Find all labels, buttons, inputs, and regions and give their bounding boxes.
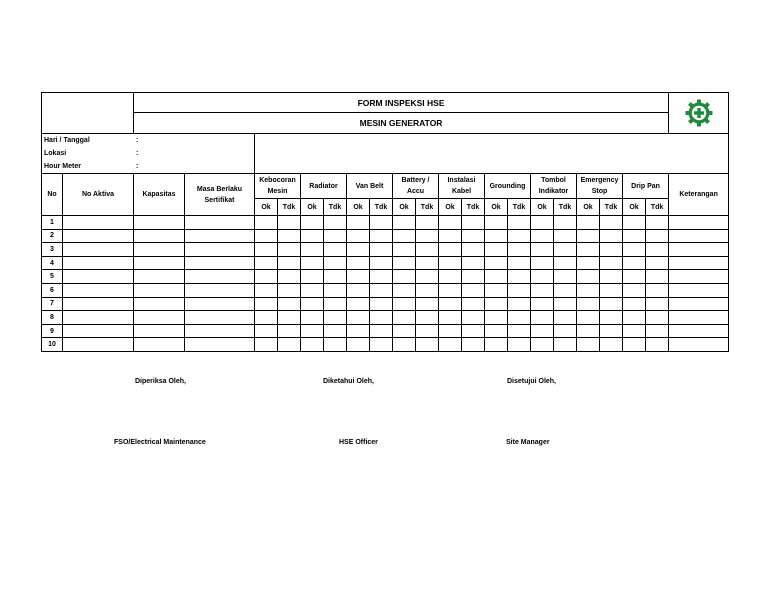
known-by-label: Diketahui Oleh, <box>323 378 374 385</box>
table-cell[interactable] <box>646 283 669 297</box>
table-cell[interactable] <box>255 270 278 284</box>
table-cell[interactable] <box>347 270 370 284</box>
table-cell[interactable] <box>134 256 185 270</box>
tdk-subheader: Tdk <box>554 199 577 216</box>
table-cell[interactable] <box>554 324 577 338</box>
table-cell[interactable] <box>185 229 255 243</box>
row-number: 3 <box>42 243 63 257</box>
row-number: 5 <box>42 270 63 284</box>
table-cell[interactable] <box>301 338 324 352</box>
location-colon: : <box>136 150 139 157</box>
table-cell[interactable] <box>324 256 347 270</box>
table-cell[interactable] <box>439 311 462 325</box>
table-cell[interactable] <box>134 229 185 243</box>
tdk-subheader: Tdk <box>370 199 393 216</box>
table-cell[interactable] <box>439 256 462 270</box>
table-cell[interactable] <box>278 311 301 325</box>
table-cell[interactable] <box>623 324 646 338</box>
table-cell[interactable] <box>554 311 577 325</box>
table-cell[interactable] <box>63 297 134 311</box>
table-cell[interactable] <box>393 243 416 257</box>
table-cell[interactable] <box>255 324 278 338</box>
ok-subheader: Ok <box>623 199 646 216</box>
col-no: No <box>42 174 63 216</box>
table-cell[interactable] <box>669 338 729 352</box>
table-cell[interactable] <box>485 338 508 352</box>
table-row <box>42 283 729 297</box>
table-cell[interactable] <box>63 338 134 352</box>
table-row <box>42 338 729 352</box>
tdk-subheader: Tdk <box>508 199 531 216</box>
table-cell[interactable] <box>370 256 393 270</box>
table-cell[interactable] <box>278 229 301 243</box>
table-cell[interactable] <box>370 324 393 338</box>
table-cell[interactable] <box>185 283 255 297</box>
table-cell[interactable] <box>134 297 185 311</box>
table-cell[interactable] <box>439 338 462 352</box>
table-cell[interactable] <box>600 270 623 284</box>
table-cell[interactable] <box>508 297 531 311</box>
table-cell[interactable] <box>508 256 531 270</box>
table-row <box>42 297 729 311</box>
table-cell[interactable] <box>185 216 255 230</box>
table-row <box>42 216 729 230</box>
table-cell[interactable] <box>554 270 577 284</box>
table-cell[interactable] <box>646 338 669 352</box>
table-cell[interactable] <box>531 216 554 230</box>
table-cell[interactable] <box>324 216 347 230</box>
table-cell[interactable] <box>278 216 301 230</box>
tdk-subheader: Tdk <box>278 199 301 216</box>
row-number: 9 <box>42 324 63 338</box>
table-cell[interactable] <box>462 270 485 284</box>
table-cell[interactable] <box>531 324 554 338</box>
table-cell[interactable] <box>393 324 416 338</box>
table-cell[interactable] <box>577 283 600 297</box>
ok-subheader: Ok <box>347 199 370 216</box>
table-cell[interactable] <box>278 243 301 257</box>
table-cell[interactable] <box>185 243 255 257</box>
table-cell[interactable] <box>646 270 669 284</box>
tdk-subheader: Tdk <box>600 199 623 216</box>
table-cell[interactable] <box>531 283 554 297</box>
info-hour-meter-label <box>42 160 255 174</box>
table-cell[interactable] <box>623 283 646 297</box>
table-cell[interactable] <box>577 216 600 230</box>
table-cell[interactable] <box>370 283 393 297</box>
table-cell[interactable] <box>416 229 439 243</box>
table-cell[interactable] <box>347 283 370 297</box>
table-cell[interactable] <box>577 338 600 352</box>
table-cell[interactable] <box>185 338 255 352</box>
table-cell[interactable] <box>416 311 439 325</box>
table-cell[interactable] <box>669 283 729 297</box>
table-cell[interactable] <box>347 216 370 230</box>
table-cell[interactable] <box>462 243 485 257</box>
table-cell[interactable] <box>462 283 485 297</box>
table-cell[interactable] <box>508 229 531 243</box>
table-cell[interactable] <box>370 243 393 257</box>
table-cell[interactable] <box>623 338 646 352</box>
table-cell[interactable] <box>485 256 508 270</box>
form-title: FORM INSPEKSI HSE <box>134 93 669 113</box>
table-cell[interactable] <box>301 324 324 338</box>
table-cell[interactable] <box>531 297 554 311</box>
table-row <box>42 270 729 284</box>
table-cell[interactable] <box>669 216 729 230</box>
col-check-battery: Battery / Accu <box>393 174 439 199</box>
ok-subheader: Ok <box>577 199 600 216</box>
day-date-text: Hari / Tanggal <box>44 137 90 144</box>
info-hour-meter-value[interactable] <box>255 160 729 174</box>
table-cell[interactable] <box>301 243 324 257</box>
table-cell[interactable] <box>347 338 370 352</box>
table-cell[interactable] <box>600 283 623 297</box>
table-cell[interactable] <box>255 243 278 257</box>
table-cell[interactable] <box>416 256 439 270</box>
table-cell[interactable] <box>63 216 134 230</box>
table-cell[interactable] <box>485 297 508 311</box>
table-cell[interactable] <box>278 297 301 311</box>
table-cell[interactable] <box>623 229 646 243</box>
table-cell[interactable] <box>531 229 554 243</box>
table-cell[interactable] <box>577 270 600 284</box>
table-cell[interactable] <box>324 297 347 311</box>
table-cell[interactable] <box>393 338 416 352</box>
table-cell[interactable] <box>623 270 646 284</box>
row-number: 10 <box>42 338 63 352</box>
table-cell[interactable] <box>301 216 324 230</box>
info-day-date-value[interactable] <box>255 134 729 148</box>
col-check-emergency: Emergency Stop <box>577 174 623 199</box>
table-cell[interactable] <box>255 297 278 311</box>
table-cell[interactable] <box>462 311 485 325</box>
table-cell[interactable] <box>462 216 485 230</box>
table-cell[interactable] <box>577 324 600 338</box>
table-cell[interactable] <box>185 311 255 325</box>
table-cell[interactable] <box>508 324 531 338</box>
table-cell[interactable] <box>508 270 531 284</box>
table-cell[interactable] <box>669 297 729 311</box>
table-cell[interactable] <box>623 297 646 311</box>
table-cell[interactable] <box>63 324 134 338</box>
table-cell[interactable] <box>324 324 347 338</box>
tdk-subheader: Tdk <box>324 199 347 216</box>
table-cell[interactable] <box>439 283 462 297</box>
table-cell[interactable] <box>646 229 669 243</box>
inspection-table <box>41 92 729 352</box>
table-cell[interactable] <box>255 338 278 352</box>
table-cell[interactable] <box>577 256 600 270</box>
table-cell[interactable] <box>185 297 255 311</box>
table-cell[interactable] <box>623 311 646 325</box>
table-cell[interactable] <box>255 311 278 325</box>
table-cell[interactable] <box>485 283 508 297</box>
table-cell[interactable] <box>393 256 416 270</box>
hour-meter-text: Hour Meter <box>44 163 81 170</box>
table-cell[interactable] <box>301 229 324 243</box>
role-site-manager: Site Manager <box>506 439 550 446</box>
table-cell[interactable] <box>646 324 669 338</box>
table-cell[interactable] <box>554 216 577 230</box>
table-cell[interactable] <box>439 229 462 243</box>
table-cell[interactable] <box>301 297 324 311</box>
table-cell[interactable] <box>255 256 278 270</box>
table-row <box>42 311 729 325</box>
table-cell[interactable] <box>646 256 669 270</box>
table-cell[interactable] <box>554 283 577 297</box>
table-cell[interactable] <box>462 338 485 352</box>
info-location-label <box>42 147 255 160</box>
info-day-date-label <box>42 134 255 148</box>
table-cell[interactable] <box>278 256 301 270</box>
table-cell[interactable] <box>63 229 134 243</box>
table-cell[interactable] <box>324 229 347 243</box>
col-check-cable: Instalasi Kabel <box>439 174 485 199</box>
table-cell[interactable] <box>646 243 669 257</box>
table-cell[interactable] <box>416 297 439 311</box>
table-cell[interactable] <box>134 338 185 352</box>
tdk-subheader: Tdk <box>646 199 669 216</box>
inspection-form <box>41 92 725 352</box>
table-cell[interactable] <box>370 338 393 352</box>
ok-subheader: Ok <box>301 199 324 216</box>
row-number: 8 <box>42 311 63 325</box>
table-cell[interactable] <box>462 297 485 311</box>
table-cell[interactable] <box>63 283 134 297</box>
row-number: 7 <box>42 297 63 311</box>
table-cell[interactable] <box>416 338 439 352</box>
table-cell[interactable] <box>508 338 531 352</box>
location-text: Lokasi <box>44 150 67 157</box>
col-check-leak: Kebocoran Mesin <box>255 174 301 199</box>
table-cell[interactable] <box>278 283 301 297</box>
tdk-subheader: Tdk <box>462 199 485 216</box>
table-cell[interactable] <box>554 256 577 270</box>
table-cell[interactable] <box>577 229 600 243</box>
table-cell[interactable] <box>393 270 416 284</box>
table-cell[interactable] <box>63 256 134 270</box>
table-cell[interactable] <box>347 243 370 257</box>
table-cell[interactable] <box>416 270 439 284</box>
table-cell[interactable] <box>278 270 301 284</box>
table-cell[interactable] <box>508 283 531 297</box>
row-number: 4 <box>42 256 63 270</box>
table-cell[interactable] <box>646 216 669 230</box>
table-cell[interactable] <box>416 243 439 257</box>
table-cell[interactable] <box>531 311 554 325</box>
table-cell[interactable] <box>600 229 623 243</box>
table-row <box>42 256 729 270</box>
table-cell[interactable] <box>324 243 347 257</box>
table-row <box>42 243 729 257</box>
table-cell[interactable] <box>600 256 623 270</box>
table-cell[interactable] <box>439 216 462 230</box>
table-cell[interactable] <box>646 311 669 325</box>
col-certificate: Masa Berlaku Sertifikat <box>185 174 255 216</box>
ok-subheader: Ok <box>255 199 278 216</box>
table-cell[interactable] <box>600 297 623 311</box>
table-cell[interactable] <box>393 297 416 311</box>
table-cell[interactable] <box>185 256 255 270</box>
table-cell[interactable] <box>462 229 485 243</box>
row-number: 1 <box>42 216 63 230</box>
role-fso: FSO/Electrical Maintenance <box>114 439 206 446</box>
logo-cell <box>669 93 729 134</box>
table-cell[interactable] <box>485 216 508 230</box>
table-cell[interactable] <box>623 216 646 230</box>
table-row <box>42 324 729 338</box>
ok-subheader: Ok <box>531 199 554 216</box>
table-cell[interactable] <box>324 283 347 297</box>
row-number: 6 <box>42 283 63 297</box>
table-cell[interactable] <box>623 243 646 257</box>
table-cell[interactable] <box>370 311 393 325</box>
table-cell[interactable] <box>531 270 554 284</box>
table-cell[interactable] <box>324 338 347 352</box>
table-cell[interactable] <box>508 243 531 257</box>
hour-meter-colon: : <box>136 163 139 170</box>
table-cell[interactable] <box>531 256 554 270</box>
table-cell[interactable] <box>255 216 278 230</box>
table-cell[interactable] <box>134 270 185 284</box>
table-cell[interactable] <box>485 324 508 338</box>
table-cell[interactable] <box>646 297 669 311</box>
table-cell[interactable] <box>485 270 508 284</box>
table-cell[interactable] <box>255 283 278 297</box>
ok-subheader: Ok <box>393 199 416 216</box>
table-cell[interactable] <box>577 297 600 311</box>
table-cell[interactable] <box>301 270 324 284</box>
table-cell[interactable] <box>554 338 577 352</box>
table-cell[interactable] <box>278 324 301 338</box>
table-cell[interactable] <box>669 324 729 338</box>
table-cell[interactable] <box>669 311 729 325</box>
k3-safety-gear-cross-icon <box>684 98 714 128</box>
col-asset: No Aktiva <box>63 174 134 216</box>
table-cell[interactable] <box>439 270 462 284</box>
col-remarks: Keterangan <box>669 174 729 216</box>
table-cell[interactable] <box>301 256 324 270</box>
checked-by-label: Diperiksa Oleh, <box>135 378 186 385</box>
table-cell[interactable] <box>63 270 134 284</box>
table-cell[interactable] <box>347 229 370 243</box>
header-blank-cell <box>42 93 134 134</box>
table-cell[interactable] <box>600 243 623 257</box>
table-cell[interactable] <box>439 324 462 338</box>
table-cell[interactable] <box>600 216 623 230</box>
table-cell[interactable] <box>370 270 393 284</box>
table-cell[interactable] <box>393 216 416 230</box>
table-cell[interactable] <box>370 229 393 243</box>
table-cell[interactable] <box>508 216 531 230</box>
tdk-subheader: Tdk <box>416 199 439 216</box>
table-cell[interactable] <box>347 324 370 338</box>
table-cell[interactable] <box>324 270 347 284</box>
table-cell[interactable] <box>600 311 623 325</box>
approved-by-label: Disetujui Oleh, <box>507 378 557 385</box>
table-row <box>42 229 729 243</box>
table-cell[interactable] <box>485 229 508 243</box>
table-cell[interactable] <box>134 283 185 297</box>
table-cell[interactable] <box>278 338 301 352</box>
table-cell[interactable] <box>462 324 485 338</box>
table-cell[interactable] <box>393 311 416 325</box>
col-check-vanbelt: Van Belt <box>347 174 393 199</box>
table-cell[interactable] <box>185 324 255 338</box>
table-cell[interactable] <box>393 283 416 297</box>
table-cell[interactable] <box>185 270 255 284</box>
table-cell[interactable] <box>439 243 462 257</box>
day-date-colon: : <box>136 137 139 144</box>
table-cell[interactable] <box>669 270 729 284</box>
col-check-grounding: Grounding <box>485 174 531 199</box>
table-cell[interactable] <box>301 311 324 325</box>
col-capacity: Kapasitas <box>134 174 185 216</box>
table-cell[interactable] <box>393 229 416 243</box>
table-cell[interactable] <box>134 311 185 325</box>
col-check-drippan: Drip Pan <box>623 174 669 199</box>
table-cell[interactable] <box>255 229 278 243</box>
table-cell[interactable] <box>134 216 185 230</box>
table-cell[interactable] <box>554 297 577 311</box>
col-check-radiator: Radiator <box>301 174 347 199</box>
table-cell[interactable] <box>347 297 370 311</box>
table-cell[interactable] <box>554 243 577 257</box>
table-cell[interactable] <box>485 311 508 325</box>
table-cell[interactable] <box>134 324 185 338</box>
table-cell[interactable] <box>324 311 347 325</box>
table-cell[interactable] <box>439 297 462 311</box>
table-cell[interactable] <box>600 338 623 352</box>
table-cell[interactable] <box>531 338 554 352</box>
table-cell[interactable] <box>370 297 393 311</box>
table-cell[interactable] <box>370 216 393 230</box>
ok-subheader: Ok <box>485 199 508 216</box>
form-subtitle: MESIN GENERATOR <box>134 113 669 134</box>
table-cell[interactable] <box>63 311 134 325</box>
table-cell[interactable] <box>134 243 185 257</box>
col-check-indicator: Tombol Indikator <box>531 174 577 199</box>
table-cell[interactable] <box>301 283 324 297</box>
table-cell[interactable] <box>623 256 646 270</box>
table-cell[interactable] <box>347 256 370 270</box>
table-cell[interactable] <box>554 229 577 243</box>
table-cell[interactable] <box>600 324 623 338</box>
table-cell[interactable] <box>669 256 729 270</box>
ok-subheader: Ok <box>439 199 462 216</box>
table-cell[interactable] <box>462 256 485 270</box>
row-number: 2 <box>42 229 63 243</box>
table-cell[interactable] <box>485 243 508 257</box>
table-cell[interactable] <box>577 243 600 257</box>
table-cell[interactable] <box>669 243 729 257</box>
table-cell[interactable] <box>416 283 439 297</box>
table-cell[interactable] <box>63 243 134 257</box>
info-location-value[interactable] <box>255 147 729 160</box>
table-cell[interactable] <box>508 311 531 325</box>
table-cell[interactable] <box>577 311 600 325</box>
table-cell[interactable] <box>416 324 439 338</box>
table-cell[interactable] <box>531 243 554 257</box>
table-cell[interactable] <box>416 216 439 230</box>
role-hse-officer: HSE Officer <box>339 439 378 446</box>
table-cell[interactable] <box>669 229 729 243</box>
table-cell[interactable] <box>347 311 370 325</box>
